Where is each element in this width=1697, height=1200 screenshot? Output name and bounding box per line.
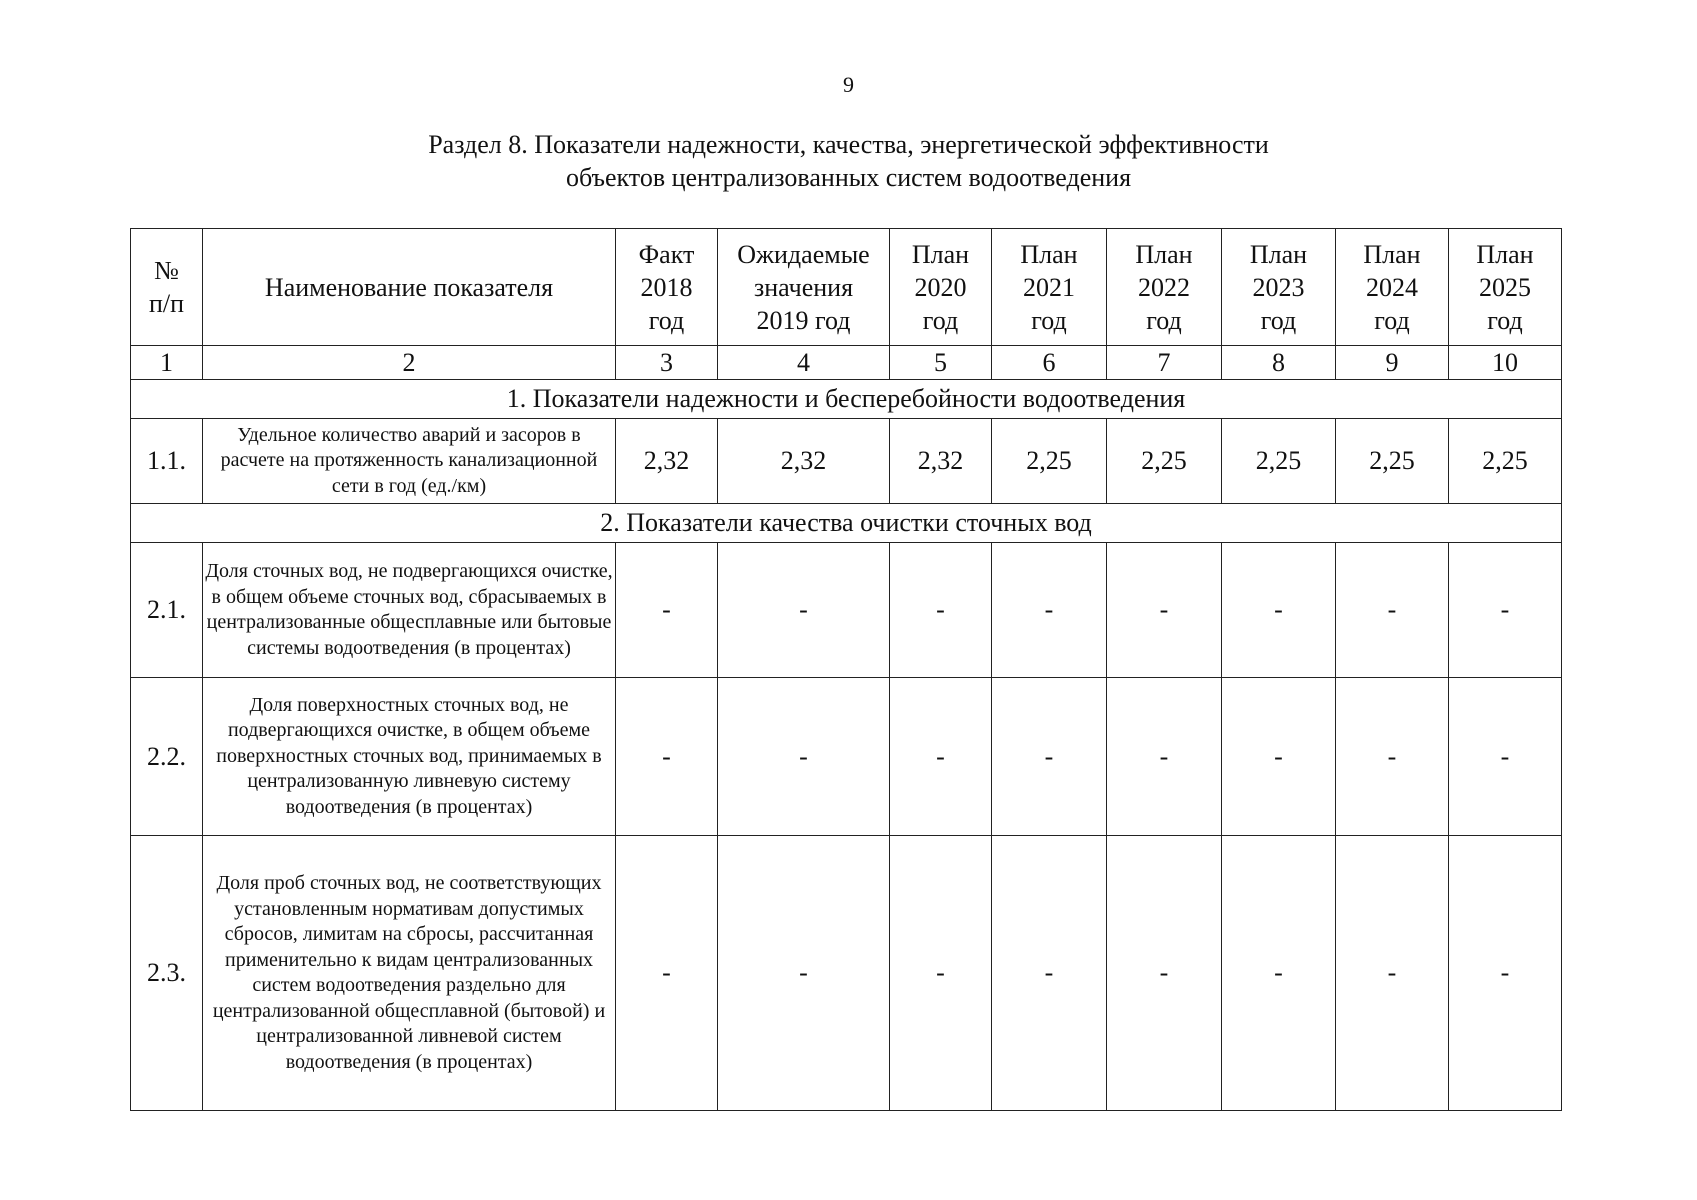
header-text: год: [1260, 305, 1297, 335]
value-cell: -: [718, 543, 890, 678]
value-cell: -: [1222, 836, 1336, 1111]
value-cell: 2,25: [1449, 419, 1562, 504]
header-expected-2019: [718, 229, 890, 346]
value-cell: -: [616, 836, 718, 1111]
table-row: [131, 836, 1562, 1111]
column-number: 8: [1222, 346, 1336, 380]
value-cell: -: [1336, 543, 1449, 678]
column-number: 9: [1336, 346, 1449, 380]
indicator-name: Доля поверхностных сточных вод, не подвергающихся очистке, в общем объеме поверхностных сточных вод, принимаемых в централизованную ливневую систему водоотведения (в процентах): [203, 678, 616, 836]
page-number: 9: [843, 72, 854, 97]
header-fact-2018: [616, 229, 718, 346]
header-text: План: [1476, 239, 1534, 269]
value-cell: -: [616, 678, 718, 836]
value-cell: 2,25: [1336, 419, 1449, 504]
section-title: [0, 128, 1697, 194]
indicator-name: Удельное количество аварий и засоров в расчете на протяженность канализационной сети в год (ед./км): [203, 419, 616, 504]
header-text: План: [1020, 239, 1078, 269]
header-text: 2022: [1138, 272, 1190, 302]
header-num-symbol: №: [154, 256, 179, 285]
column-number-row: [131, 346, 1562, 380]
table-row: [131, 678, 1562, 836]
header-text: 2023: [1252, 272, 1305, 302]
header-text: год: [1146, 305, 1182, 335]
value-cell: -: [1222, 678, 1336, 836]
header-plan-2025: [1449, 229, 1562, 346]
table-row: [131, 419, 1562, 504]
row-number: 2.2.: [131, 678, 203, 836]
value-cell: -: [992, 678, 1107, 836]
value-cell: 2,32: [718, 419, 890, 504]
column-number: 4: [718, 346, 890, 380]
header-plan-2023: [1222, 229, 1336, 346]
header-text: План: [1135, 239, 1193, 269]
column-number: 6: [992, 346, 1107, 380]
value-cell: 2,32: [616, 419, 718, 504]
column-number: 1: [131, 346, 203, 380]
value-cell: -: [1336, 678, 1449, 836]
column-number: 5: [890, 346, 992, 380]
value-cell: 2,32: [890, 419, 992, 504]
column-number: 3: [616, 346, 718, 380]
value-cell: 2,25: [992, 419, 1107, 504]
value-cell: -: [1336, 836, 1449, 1111]
row-number: 1.1.: [131, 419, 203, 504]
column-number: 7: [1107, 346, 1222, 380]
value-cell: -: [1449, 678, 1562, 836]
value-cell: -: [992, 543, 1107, 678]
row-number: 2.3.: [131, 836, 203, 1111]
header-text: год: [922, 305, 959, 335]
header-text: год: [1374, 305, 1410, 335]
section-title-line-1: Раздел 8. Показатели надежности, качества, энергетической эффективности: [428, 130, 1269, 159]
value-cell: 2,25: [1107, 419, 1222, 504]
header-text: План: [1363, 239, 1421, 269]
header-text: 2025: [1479, 272, 1531, 302]
value-cell: -: [1449, 543, 1562, 678]
table-row: [131, 543, 1562, 678]
table-header-row: [131, 229, 1562, 346]
header-plan-2021: [992, 229, 1107, 346]
value-cell: -: [1222, 543, 1336, 678]
value-cell: -: [1107, 836, 1222, 1111]
header-plan-2022: [1107, 229, 1222, 346]
value-cell: -: [616, 543, 718, 678]
header-text: год: [648, 305, 685, 335]
header-text: 2019 год: [756, 305, 851, 335]
header-text: План: [911, 239, 970, 269]
section-row-reliability: [131, 380, 1562, 419]
header-text: 2020: [914, 272, 967, 302]
value-cell: 2,25: [1222, 419, 1336, 504]
header-text: Ожидаемые: [737, 239, 870, 269]
value-cell: -: [890, 678, 992, 836]
section-title-cell: 2. Показатели качества очистки сточных вод: [131, 504, 1562, 543]
value-cell: -: [890, 836, 992, 1111]
value-cell: -: [1107, 543, 1222, 678]
header-text: 2021: [1023, 272, 1075, 302]
value-cell: -: [718, 836, 890, 1111]
header-text: 2018: [640, 272, 693, 302]
value-cell: -: [890, 543, 992, 678]
value-cell: -: [718, 678, 890, 836]
header-text: значения: [753, 272, 854, 302]
indicator-name: Доля сточных вод, не подвергающихся очистке, в общем объеме сточных вод, сбрасываемых в централизованные общесплавные или бытовые системы водоотведения (в процентах): [203, 543, 616, 678]
value-cell: -: [992, 836, 1107, 1111]
header-text: Факт: [638, 239, 695, 269]
section-title-line-2: объектов централизованных систем водоотведения: [565, 163, 1132, 192]
column-number: 2: [203, 346, 616, 380]
header-plan-2020: [890, 229, 992, 346]
section-title-cell: 1. Показатели надежности и бесперебойности водоотведения: [131, 380, 1562, 419]
value-cell: -: [1107, 678, 1222, 836]
value-cell: -: [1449, 836, 1562, 1111]
header-plan-2024: [1336, 229, 1449, 346]
header-text: 2024: [1366, 272, 1418, 302]
column-number: 10: [1449, 346, 1562, 380]
header-text: План: [1249, 239, 1308, 269]
header-name: Наименование показателя: [203, 229, 616, 346]
indicators-table: [130, 228, 1562, 1111]
header-num-abbr: п/п: [148, 289, 185, 318]
header-num: [131, 229, 203, 346]
section-row-treatment-quality: [131, 504, 1562, 543]
header-text: год: [1487, 305, 1523, 335]
indicator-name: Доля проб сточных вод, не соответствующих установленным нормативам допустимых сбросов, лимитам на сбросы, рассчитанная применительно к видам централизованных систем водоотведения раздельно для централизованной общесплавной (бытовой) и централизованной ливневой систем водоотведения (в процентах): [203, 836, 616, 1111]
header-text: год: [1031, 305, 1067, 335]
row-number: 2.1.: [131, 543, 203, 678]
